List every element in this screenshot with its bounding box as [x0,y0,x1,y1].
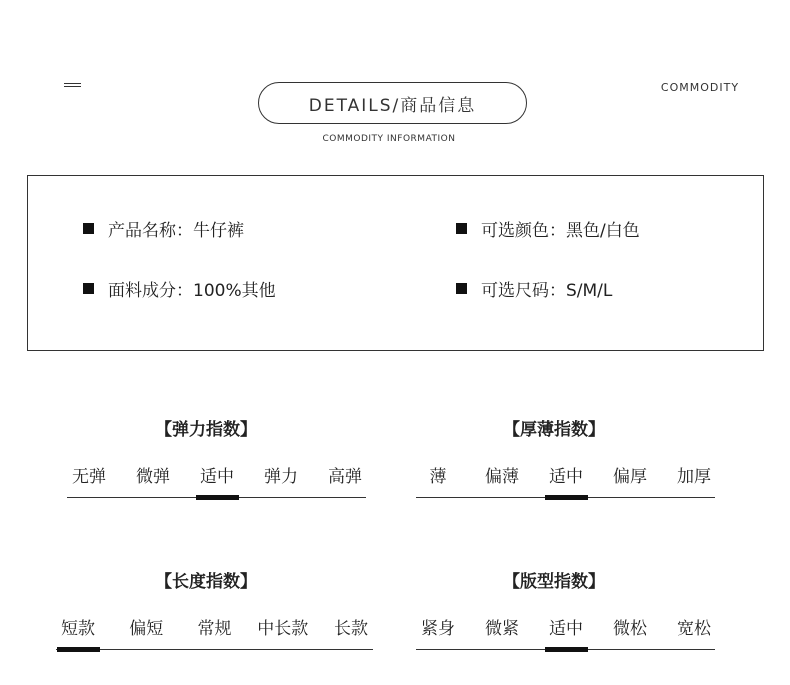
scale-option: 偏短 [129,619,164,639]
scale-option: 短款 [61,619,95,639]
scale-option: 偏薄 [485,467,519,487]
scale-option: 无弹 [72,467,106,487]
scale-option: 微紧 [485,619,519,639]
detail-text: 面料成分：100%其他 [108,281,276,301]
detail-sizes [456,276,612,301]
elasticity-scale [67,462,367,490]
scale-selected-marker [57,647,100,652]
scale-option: 加厚 [677,467,711,487]
detail-text: 产品名称：牛仔裤 [108,221,244,241]
scale-option: 长款 [334,619,368,639]
thickness-scale [416,462,716,490]
section-subtitle: COMMODITY INFORMATION [322,134,456,144]
brand-tag: COMMODITY [660,81,740,94]
scale-selected-marker [545,495,588,500]
scale-option: 微松 [613,619,647,639]
elasticity-title: 【弹力指数】 [155,420,257,440]
length-scale [56,614,373,642]
detail-text: 可选尺码：S/M/L [481,281,613,301]
scale-option: 薄 [429,467,447,487]
details-box [27,175,764,351]
bullet-icon [83,223,94,234]
scale-option: 常规 [197,619,232,639]
scale-option: 微弹 [136,467,170,487]
scale-option: 宽松 [677,619,711,639]
menu-icon [64,83,81,89]
scale-option: 中长款 [257,619,309,639]
scale-option: 高弹 [328,467,362,487]
fit-scale [416,614,716,642]
length-title: 【长度指数】 [155,572,257,592]
detail-text: 可选颜色：黑色/白色 [481,221,640,241]
bullet-icon [456,283,467,294]
scale-selected-marker [545,647,588,652]
scale-option: 偏厚 [613,467,647,487]
detail-fabric [83,276,276,301]
section-title: DETAILS/商品信息 [258,82,527,124]
fit-title: 【版型指数】 [503,572,605,592]
scale-selected-marker [196,495,239,500]
scale-option: 紧身 [421,619,455,639]
bullet-icon [83,283,94,294]
detail-colors [456,216,640,241]
scale-line [56,649,373,650]
scale-option: 适中 [200,467,234,487]
scale-option: 适中 [549,619,583,639]
thickness-title: 【厚薄指数】 [503,420,605,440]
scale-option: 弹力 [264,467,298,487]
detail-product-name [83,216,244,241]
scale-option: 适中 [549,467,583,487]
bullet-icon [456,223,467,234]
